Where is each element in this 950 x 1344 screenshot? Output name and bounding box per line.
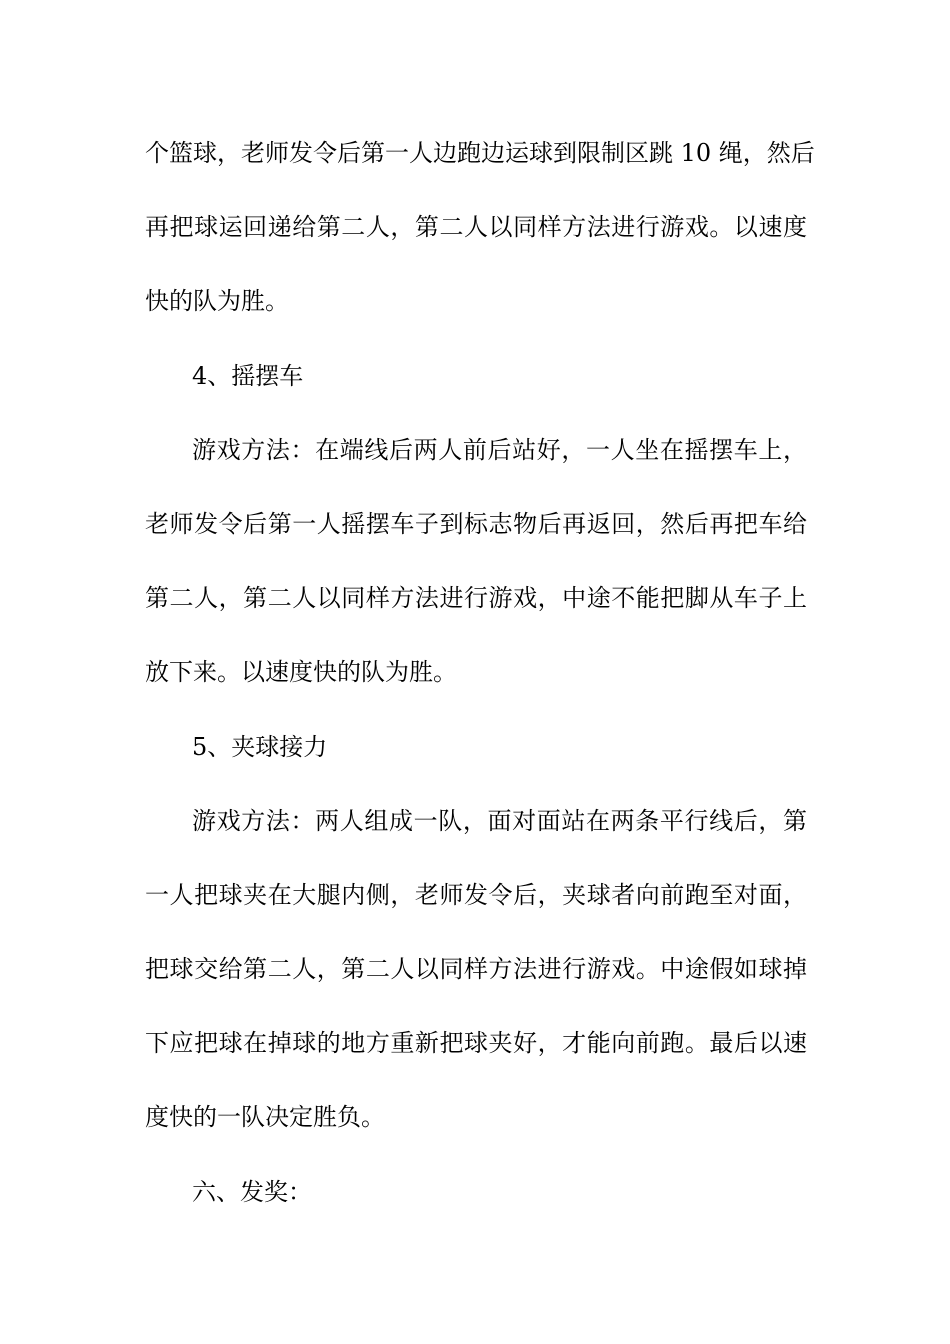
section-heading: 4、摇摆车 [192,361,304,390]
text-line: 个篮球，老师发令后第一人边跑边运球到限制区跳 10 绳，然后 [145,139,815,167]
text-line: 度快的一队决定胜负。 [145,1103,385,1132]
text-line: 老师发令后第一人摇摆车子到标志物后再返回，然后再把车给 [145,509,807,538]
section-heading: 5、夹球接力 [192,732,328,761]
text-line: 放下来。以速度快的队为胜。 [145,658,457,687]
text-line: 再把球运回递给第二人，第二人以同样方法进行游戏。以速度 [145,213,807,242]
text-line: 游戏方法：在端线后两人前后站好，一人坐在摇摆车上， [192,435,807,464]
text-line: 第二人，第二人以同样方法进行游戏，中途不能把脚从车子上 [145,584,807,613]
document-page [145,128,815,1241]
text-line: 快的队为胜。 [145,287,289,316]
section-heading: 六、发奖： [192,1177,312,1206]
text-line: 一人把球夹在大腿内侧，老师发令后，夹球者向前跑至对面， [145,880,807,909]
text-line: 游戏方法：两人组成一队，面对面站在两条平行线后，第 [192,806,807,835]
text-line: 把球交给第二人，第二人以同样方法进行游戏。中途假如球掉 [145,955,807,984]
text-line: 下应把球在掉球的地方重新把球夹好，才能向前跑。最后以速 [145,1029,807,1058]
